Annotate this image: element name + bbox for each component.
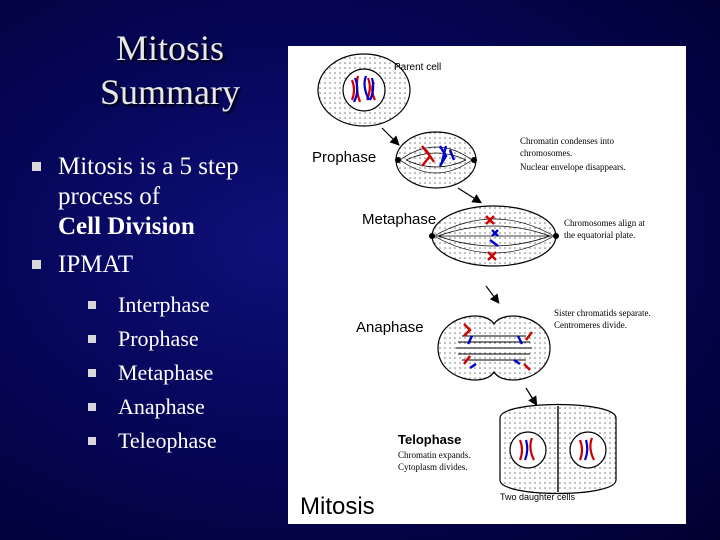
- phase-label: Anaphase: [118, 394, 205, 419]
- bullet-marker-icon: [88, 335, 96, 343]
- bullet-marker-icon: [32, 260, 41, 269]
- anaphase-note: Centromeres divide.: [554, 320, 627, 330]
- telophase-note: Chromatin expands.: [398, 450, 471, 460]
- sub-bullet-item: [88, 424, 285, 458]
- bullet-text: process of: [58, 183, 161, 210]
- arrow-icon: [458, 188, 480, 202]
- prophase-note: Chromatin condenses into: [520, 136, 614, 146]
- bullet-text: Mitosis is a 5 step: [58, 153, 239, 180]
- bullet-marker-icon: [32, 162, 41, 171]
- arrow-icon: [526, 388, 536, 404]
- phase-label: Prophase: [118, 326, 199, 351]
- sub-bullet-item: [88, 356, 285, 390]
- bullet-marker-icon: [88, 301, 96, 309]
- sub-bullet-item: [88, 322, 285, 356]
- sub-bullet-list: [58, 288, 285, 458]
- phase-label: Metaphase: [118, 360, 214, 385]
- sub-bullet-item: [88, 390, 285, 424]
- prophase-note: chromosomes.: [520, 148, 573, 158]
- mitosis-diagram: [288, 46, 686, 524]
- bullet-marker-icon: [88, 369, 96, 377]
- title-line-1: Mitosis: [115, 28, 225, 68]
- parent-cell-label: Parent cell: [394, 62, 442, 73]
- anaphase-cell: [438, 316, 550, 380]
- phase-label: Interphase: [118, 292, 210, 317]
- arrow-icon: [486, 286, 498, 302]
- telophase-label: Telophase: [398, 432, 462, 447]
- daughter-cells-label: Two daughter cells: [500, 492, 576, 502]
- daughter-cells: [500, 405, 616, 494]
- arrow-icon: [382, 128, 398, 144]
- phase-label: Teleophase: [118, 428, 217, 453]
- bullet-marker-icon: [88, 403, 96, 411]
- anaphase-note: Sister chromatids separate.: [554, 308, 651, 318]
- metaphase-note: Chromosomes align at: [564, 218, 645, 228]
- prophase-cell: [395, 132, 477, 188]
- diagram-caption: Mitosis: [300, 493, 375, 520]
- metaphase-label: Metaphase: [362, 211, 437, 228]
- bullet-list: [30, 152, 285, 466]
- bullet-text: IPMAT: [58, 251, 134, 278]
- telophase-note: Cytoplasm divides.: [398, 462, 468, 472]
- bullet-marker-icon: [88, 437, 96, 445]
- prophase-note: Nuclear envelope disappears.: [520, 162, 626, 172]
- title-line-2: Summary: [100, 72, 240, 112]
- bullet-item: [30, 250, 285, 458]
- metaphase-note: the equatorial plate.: [564, 230, 636, 240]
- bullet-item: [30, 152, 285, 242]
- metaphase-cell: [429, 206, 559, 266]
- slide-title: [40, 26, 300, 114]
- sub-bullet-item: [88, 288, 285, 322]
- anaphase-label: Anaphase: [356, 319, 424, 336]
- prophase-label: Prophase: [312, 149, 377, 166]
- bullet-text-bold: Cell Division: [58, 213, 195, 240]
